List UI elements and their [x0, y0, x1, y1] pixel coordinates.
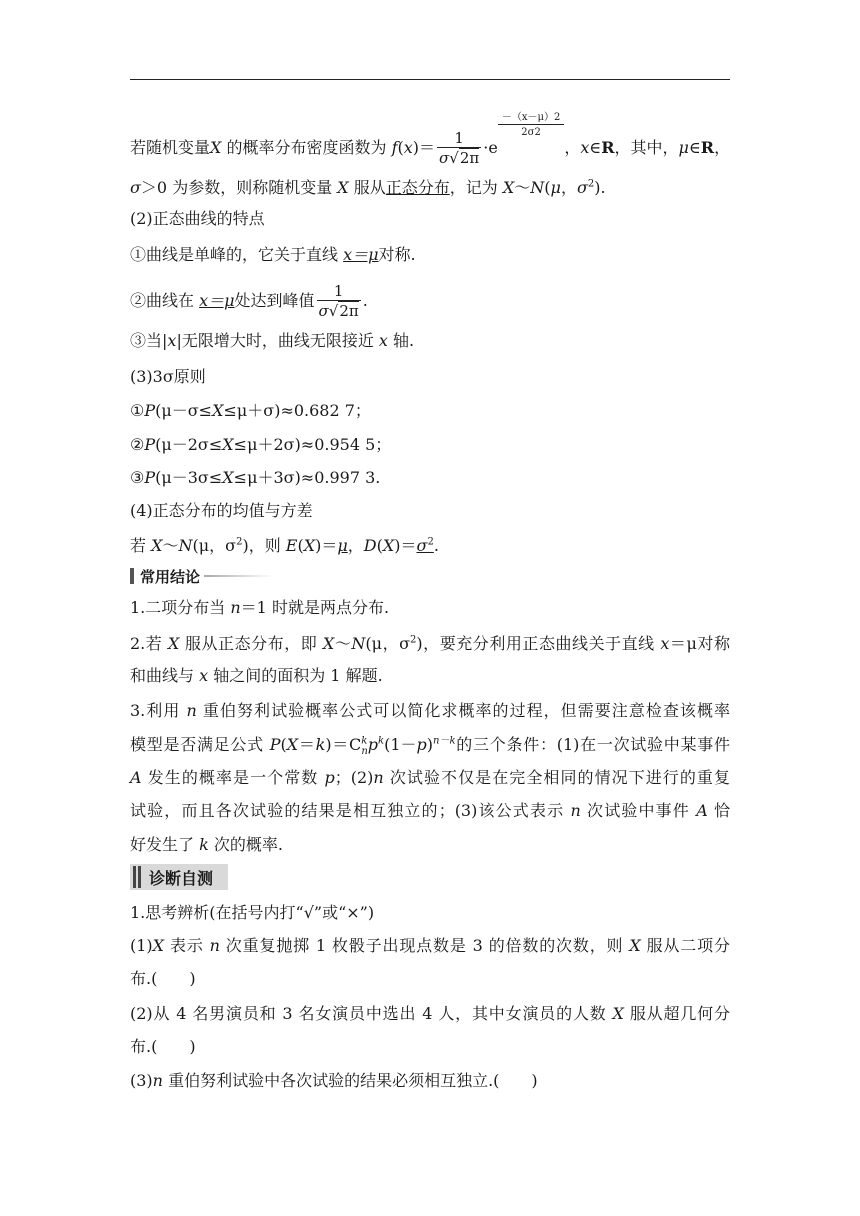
- exponent-fraction: $\frac{-(x-\mu)2}{2\sigma 2}$: [498, 112, 565, 141]
- mean-var-line: 若 X～N(μ，$\sigma^2$)，则 E(X)＝μ，$D(X)=\sigma^2$.: [130, 536, 439, 555]
- conclusion-3-line-5: 好发生了 k 次的概率.: [130, 835, 283, 854]
- question-1: 1.思考辨析(在括号内打“√”或“×”): [130, 903, 375, 922]
- curve-point-1: ①曲线是单峰的，它关于直线 x＝μ对称.: [130, 245, 416, 264]
- conclusion-3-line-4: 试验，而且各次试验的结果是相互独立的；(3)该公式表示 n 次试验中事件 A 恰: [130, 801, 730, 820]
- rule-2: ②P(μ－2σ≤X≤μ＋2σ)≈0.954 5；: [130, 435, 392, 454]
- conclusion-2-line-1: 2.若 X 服从正态分布，即 X～N(μ，$\sigma^2$)，要充分利用正态曲线关于直线 x＝μ对称: [130, 634, 730, 653]
- conclusions-heading: 常用结论: [130, 566, 274, 586]
- normal-def-line-1: 若随机变量X 的概率分布密度函数为 f(x)＝ $\frac{1}{\sigma√2\pi}$ ·e $\frac{-(x-\mu)2}{2\sigma 2}$ ，x∈R，其中，μ∈R，: [130, 112, 731, 167]
- heading-bar: [130, 568, 134, 584]
- question-1-1-line-1: (1)X 表示 n 次重复抛掷 1 枚骰子出现点数是 3 的倍数的次数，则 X 服从二项分: [130, 936, 730, 955]
- conclusion-1: 1.二项分布当 n＝1 时就是两点分布.: [130, 598, 390, 617]
- conclusion-3-line-3: A 发生的概率是一个常数 p；(2)n 次试验不仅是在完全相同的情况下进行的重复: [130, 768, 730, 787]
- top-rule: [130, 79, 730, 80]
- normal-def-line-2: σ＞0 为参数，则称随机变量 X 服从正态分布，记为 X～N(μ，$\sigma^2$).: [130, 178, 606, 197]
- conclusion-3-line-1: 3.利用 n 重伯努利试验概率公式可以简化求概率的过程，但需要注意检查该概率: [130, 701, 730, 720]
- curve-heading: (2)正态曲线的特点: [130, 209, 265, 228]
- conclusion-2-line-2: 和曲线与 x 轴之间的面积为 1 解题.: [130, 666, 383, 685]
- rule-3: ③P(μ－3σ≤X≤μ＋3σ)≈0.997 3.: [130, 468, 381, 487]
- density-fraction: $\frac{1}{\sigma√2\pi}$: [439, 129, 480, 167]
- curve-point-2: ②曲线在 x＝μ处达到峰值 $\frac{1}{\sigma√2\pi}$ .: [130, 282, 368, 320]
- question-1-2-line-2: 布.( ): [130, 1037, 196, 1056]
- heading-tail: [204, 575, 274, 577]
- heading-bars: [133, 866, 143, 888]
- peak-fraction: $\frac{1}{\sigma√2\pi}$: [318, 282, 359, 320]
- rule-heading: (3)3σ原则: [130, 367, 206, 386]
- diagnosis-heading: 诊断自测: [130, 864, 228, 890]
- mean-var-heading: (4)正态分布的均值与方差: [130, 501, 313, 520]
- rule-1: ①P(μ－σ≤X≤μ＋σ)≈0.682 7；: [130, 401, 371, 420]
- question-1-2-line-1: (2)从 4 名男演员和 3 名女演员中选出 4 人，其中女演员的人数 X 服从超几何分: [130, 1004, 730, 1023]
- conclusion-3-line-2: 模型是否满足公式 $P(X=k)=C^k_np^k(1-p)^{n-k}$的三个条件：(1)在一次试验中某事件: [130, 735, 730, 758]
- question-1-1-line-2: 布.( ): [130, 969, 196, 988]
- term-normal-distribution: 正态分布: [385, 178, 450, 197]
- question-1-3: (3)n 重伯努利试验中各次试验的结果必须相互独立.( ): [130, 1071, 538, 1090]
- curve-point-3: ③当|x|无限增大时，曲线无限接近 x 轴.: [130, 331, 415, 350]
